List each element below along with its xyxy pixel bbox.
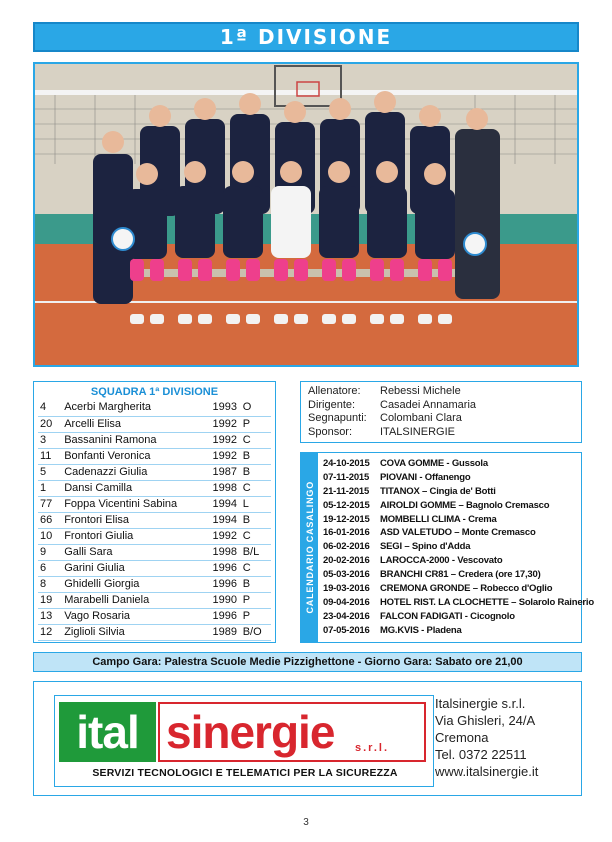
roster-row [38,528,271,544]
roster-num: 4 [38,400,62,416]
calendar-date: 09-04-2016 [323,596,370,608]
staff-label: Sponsor: [308,425,353,438]
calendar-date: 07-11-2015 [323,471,370,483]
calendar-opponent: MOMBELLI CLIMA - Crema [380,513,497,525]
roster-row [38,592,271,608]
roster-num: 77 [38,496,62,512]
roster-row [38,400,271,416]
roster-role: L [241,496,271,512]
roster-name: Vago Rosaria [62,608,210,624]
calendar-side-label [301,453,318,642]
roster-year: 1989 [210,624,240,640]
roster-year: 1993 [210,400,240,416]
roster-name: Ghidelli Giorgia [62,576,210,592]
roster-role: C [241,432,271,448]
roster-num: 11 [38,448,62,464]
roster-year: 1987 [210,464,240,480]
calendar-item [323,485,579,499]
roster-num: 66 [38,512,62,528]
logo-tagline: SERVIZI TECNOLOGICI E TELEMATICI PER LA SICUREZZA [92,767,398,779]
roster-row [38,432,271,448]
roster-num: 20 [38,416,62,432]
logo-ital-text: ital [59,702,156,762]
roster-num: 9 [38,544,62,560]
sponsor-address: Via Ghisleri, 24/A [435,713,536,728]
calendar-opponent: CREMONA GRONDE – Robecco d'Oglio [380,583,553,595]
roster-year: 1998 [210,480,240,496]
match-venue-banner [33,652,582,672]
roster-name: Bonfanti Veronica [62,448,210,464]
calendar-item [323,554,579,568]
roster-year: 1990 [210,592,240,608]
roster-name: Acerbi Margherita [62,400,210,416]
calendar-item [323,513,579,527]
calendar-opponent: COVA GOMME - Gussola [380,458,488,469]
roster-row [38,512,271,528]
roster-role: O [241,400,271,416]
calendar-item [323,624,579,638]
calendar-opponent: AIROLDI GOMME – Bagnolo Cremasco [380,499,550,511]
staff-panel [300,381,582,443]
staff-label: Dirigente: [308,398,356,411]
roster-name: Galli Sara [62,544,210,560]
roster-panel [33,381,276,643]
calendar-date: 07-05-2016 [323,624,370,636]
roster-row [38,416,271,432]
staff-label: Allenatore: [308,385,361,397]
logo-sinergie-text: sinergie [158,702,426,762]
calendar-item [323,610,579,624]
roster-role: P [241,592,271,608]
roster-role: B [241,512,271,528]
team-photo-illustration [35,64,579,367]
calendar-date: 23-04-2016 [323,610,370,622]
roster-year: 1994 [210,512,240,528]
roster-name: Frontori Giulia [62,528,210,544]
roster-year: 1992 [210,448,240,464]
roster-year: 1998 [210,544,240,560]
calendar-opponent: ASD VALETUDO – Monte Cremasco [380,527,536,539]
roster-num: 3 [38,432,62,448]
sponsor-website[interactable]: www.italsinergie.it [435,764,539,779]
sponsor-city: Cremona [435,730,489,745]
staff-row [308,385,581,399]
staff-value: ITALSINERGIE [380,425,455,438]
roster-row [38,608,271,624]
calendar-item [323,457,579,471]
roster-row [38,464,271,480]
roster-row [38,448,271,464]
staff-row [308,399,581,413]
calendar-date: 19-12-2015 [323,513,370,525]
roster-role: P [241,416,271,432]
calendar-date: 20-02-2016 [323,555,370,567]
roster-name: Bassanini Ramona [62,432,210,448]
roster-role: B/L [241,544,271,560]
calendar-date: 05-03-2016 [323,569,370,581]
roster-row [38,544,271,560]
sponsor-logo [54,695,434,787]
roster-role: B [241,448,271,464]
roster-title: SQUADRA 1ª DIVISIONE [90,386,219,398]
roster-role: B [241,464,271,480]
sponsor-company: Italsinergie s.r.l. [435,696,526,711]
roster-name: Cadenazzi Giulia [62,464,210,480]
roster-name: Frontori Elisa [62,512,210,528]
staff-value: Casadei Annamaria [380,398,477,411]
roster-num: 19 [38,592,62,608]
roster-role: C [241,480,271,496]
roster-name: Foppa Vicentini Sabina [62,496,210,512]
staff-value: Colombani Clara [380,412,462,424]
calendar-item [323,596,594,610]
roster-row [38,480,271,496]
roster-name: Garini Giulia [62,560,210,576]
roster-year: 1996 [210,560,240,576]
logo-srl-text: s.r.l. [355,742,390,754]
match-venue-text: Campo Gara: Palestra Scuole Medie Pizzighettone - Giorno Gara: Sabato ore 21,00 [92,656,523,668]
home-calendar-panel [300,452,594,643]
calendar-opponent: TITANOX – Cingia de' Botti [380,485,496,497]
calendar-opponent: MG.KVIS - Pladena [380,624,462,636]
calendar-item [323,540,579,554]
roster-year: 1994 [210,496,240,512]
calendar-opponent: BRANCHI CR81 – Credera (ore 17,30) [380,569,541,581]
staff-label: Segnapunti: [308,412,367,424]
calendar-item [323,568,579,582]
calendar-date: 24-10-2015 [323,458,370,469]
calendar-date: 06-02-2016 [323,541,370,553]
roster-year: 1996 [210,608,240,624]
roster-role: C [241,528,271,544]
team-photo [33,62,579,367]
calendar-item [323,499,579,513]
sponsor-phone: Tel. 0372 22511 [435,747,527,762]
roster-num: 10 [38,528,62,544]
calendar-opponent: LAROCCA-2000 - Vescovato [380,555,503,567]
roster-num: 5 [38,464,62,480]
calendar-item [323,582,579,596]
calendar-side-text: CALENDARIO CASALINGO [304,481,315,614]
roster-year: 1992 [210,432,240,448]
calendar-list [323,457,594,638]
calendar-date: 19-03-2016 [323,583,370,595]
roster-num: 8 [38,576,62,592]
calendar-date: 16-01-2016 [323,527,370,539]
roster-year: 1992 [210,416,240,432]
roster-row [38,624,271,640]
roster-row [38,560,271,576]
sponsor-panel [33,681,582,796]
calendar-opponent: PIOVANI - Offanengo [380,471,471,483]
roster-year: 1992 [210,528,240,544]
sponsor-contact [435,695,538,780]
staff-value: Rebessi Michele [380,385,461,397]
roster-num: 12 [38,624,62,640]
page-title: 1ª DIVISIONE [219,25,393,49]
calendar-opponent: FALCON FADIGATI - Cicognolo [380,610,515,622]
roster-role: B [241,576,271,592]
page-number: 3 [303,817,309,828]
roster-table [38,400,271,641]
roster-name: Arcelli Elisa [62,416,210,432]
roster-role: P [241,608,271,624]
calendar-item [323,471,579,485]
roster-num: 13 [38,608,62,624]
roster-name: Marabelli Daniela [62,592,210,608]
roster-row [38,496,271,512]
calendar-opponent: SEGI – Spino d'Adda [380,541,471,553]
roster-name: Ziglioli Silvia [62,624,210,640]
roster-year: 1996 [210,576,240,592]
calendar-date: 21-11-2015 [323,485,370,497]
staff-row [308,426,581,440]
staff-row [308,412,581,426]
roster-name: Dansi Camilla [62,480,210,496]
roster-num: 1 [38,480,62,496]
calendar-date: 05-12-2015 [323,499,370,511]
page-header [33,22,579,52]
roster-role: C [241,560,271,576]
roster-row [38,576,271,592]
roster-role: B/O [241,624,271,640]
calendar-item [323,526,579,540]
roster-num: 6 [38,560,62,576]
calendar-opponent: HOTEL RIST. LA CLOCHETTE – Solarolo Rainerio [380,596,594,608]
